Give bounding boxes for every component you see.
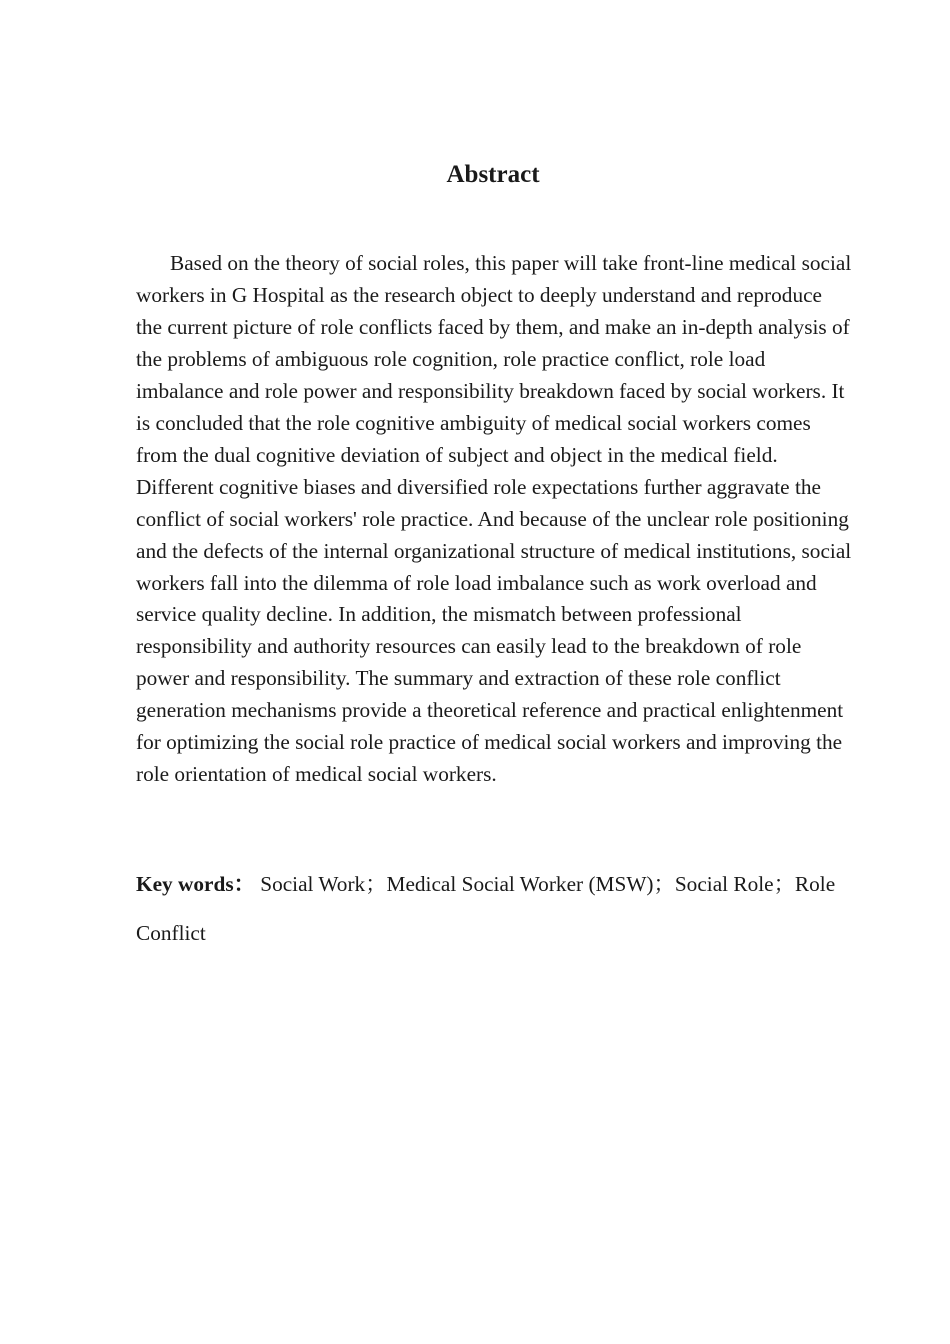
keyword-item: Social Role [674,872,774,896]
abstract-body: Based on the theory of social roles, this paper will take front-line medical social workers in G Hospital as the research object to deeply understand and reproduce the current picture of role conflicts faced by them, and make an in-depth analysis of the problems of ambiguous role cognition, role practice conflict, role load imbalance and role power and responsibility breakdown faced by social workers. It is concluded that the role cognitive ambiguity of medical social workers comes from the dual cognitive deviation of subject and object in the medical field. Different cognitive biases and diversified role expectations further aggravate the conflict of social workers' role practice. And because of the unclear role positioning and the defects of the internal organizational structure of medical institutions, social workers fall into the dilemma of role load imbalance such as work overload and service quality decline. In addition, the mismatch between professional responsibility and authority resources can easily lead to the breakdown of role power and responsibility. The summary and extraction of these role conflict generation mechanisms provide a theoretical reference and practical enlightenment for optimizing the social role practice of medical social workers and improving the role orientation of medical social workers. [136,251,852,787]
keyword-item: Role Conflict [136,872,836,945]
keyword-item: Medical Social Worker (MSW) [386,872,654,896]
keyword-item: Social Work [260,872,366,896]
keyword-separator: ； [365,872,387,896]
keywords-label: Key words： [136,872,255,896]
keyword-separator: ； [653,872,675,896]
keyword-separator: ； [773,872,795,896]
keywords-line [136,860,852,958]
abstract-title: Abstract [446,161,540,188]
